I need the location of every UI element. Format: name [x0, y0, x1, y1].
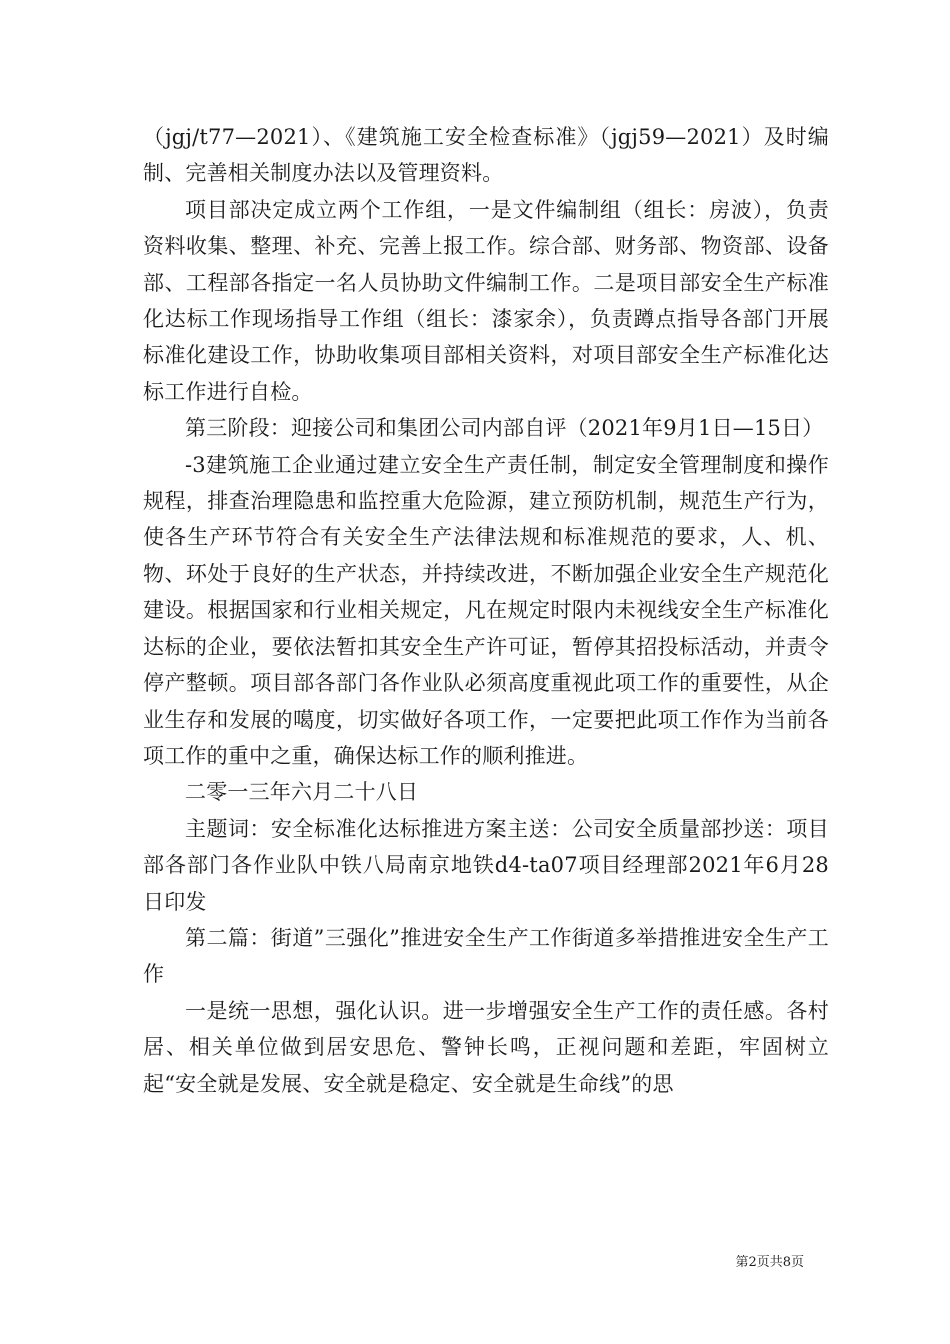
paragraph-phase-three: 第三阶段：迎接公司和集团公司内部自评（2021年9月1日—15日） — [185, 416, 824, 441]
paragraph-enterprise-requirements: -3建筑施工企业通过建立安全生产责任制，制定安全管理制度和操作规程，排查治理隐患和监控重大危险源，建立预防机制，规范生产行为，使各生产环节符合有关安全生产法律法规和标准规范的要求，人、机、物、环处于良好的生产状态，并持续改进，不断加强企业安全生产规范化建设。根据国家和行业相关规定，凡在规定时限内未视线安全生产标准化达标的企业，要依法暂扣其安全生产许可证，暂停其招投标活动，并责令停产整顿。项目部各部门各作业队必须高度重视此项工作的重要性，从企业生存和发展的噶度，切实做好各项工作，一定要把此项工作作为当前各项工作的重中之重，确保达标工作的顺利推进。 — [143, 452, 829, 768]
page-number-footer: 第2页共8页 — [735, 1255, 804, 1270]
paragraph-date: 二零一三年六月二十八日 — [185, 780, 419, 805]
paragraph-second-article-title: 第二篇：街道”三强化”推进安全生产工作街道多举措推进安全生产工作 — [143, 925, 829, 987]
document-body — [143, 119, 829, 1102]
paragraph-standards-reference: （jgj/t77—2021）、《建筑施工安全检查标准》（jgj59—2021）及时编制、完善相关制度办法以及管理资料。 — [143, 125, 829, 186]
paragraph-working-groups: 项目部决定成立两个工作组，一是文件编制组（组长：房波），负责资料收集、整理、补充、完善上报工作。综合部、财务部、物资部、设备部、工程部各指定一名人员协助文件编制工作。二是项目部安全生产标准化达标工作现场指导工作组（组长：漆家余），负责蹲点指导各部门开展标准化建设工作，协助收集项目部相关资料，对项目部安全生产标准化达标工作进行自检。 — [143, 197, 829, 404]
paragraph-subject-distribution: 主题词：安全标准化达标推进方案主送：公司安全质量部抄送：项目部各部门各作业队中铁八局南京地铁d4-ta07项目经理部2021年6月28日印发 — [143, 816, 829, 914]
paragraph-unify-thinking: 一是统一思想，强化认识。进一步增强安全生产工作的责任感。各村居、相关单位做到居安思危、警钟长鸣，正视问题和差距，牢固树立起“安全就是发展、安全就是稳定、安全就是生命线”的思 — [143, 998, 829, 1096]
